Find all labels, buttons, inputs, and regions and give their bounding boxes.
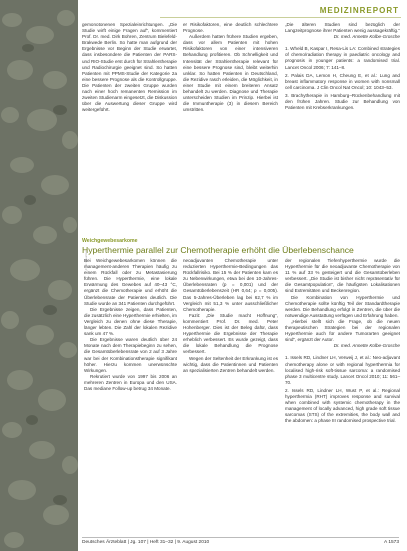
article-column-3 xyxy=(285,258,400,426)
page-footer xyxy=(82,537,399,547)
column-3-top xyxy=(285,22,400,113)
article-column-2 xyxy=(183,258,278,374)
reference: 2. Issels RD, Lindner LH, Wust P, et al.: Regional hyperthermia (RHT) improves response and survival when combined with systemic chemotherapy in the management of locally advanced, high grade soft tissue sarcomas (STS) of the extremities, the body wall and the abdomen: a phase III randomised prospective trial. xyxy=(285,387,400,424)
reference: 1. Wheld B, Kaspar I, Resa-Lis LA: Combined strategies of chemo/radiation therapy in paediatric oncology and prognosis in younger patients: a randomised trial. Lancet Oncol 2006; 7: 141–8. xyxy=(285,46,400,70)
paragraph: er Risikofaktoren, eine deutlich schlechtere Prognose. xyxy=(183,22,278,34)
sarcoma-tissue-image xyxy=(0,0,78,551)
references-top xyxy=(285,46,400,111)
page-number: A 1573 xyxy=(384,540,399,545)
author: Dr. med. Annette Kolbe-Grosche xyxy=(333,34,400,40)
photo-credit: Foto: Mauritius xyxy=(84,250,88,270)
paragraph: Die Kombination von Hyperthermie und Chemotherapie sollte künftig Teil der Standardtherapie werden. Die Behandlung erfolgt in Zentren, die über die notwendige Ausstattung verfügen und Erfahrung haben. xyxy=(285,294,400,318)
journal-citation: Deutsches Ärzteblatt | Jg. 107 | Heft 31–32 | 9. August 2010 xyxy=(82,540,210,545)
reference: 2. Palais DA, Lemon H, Cheung E, et al.: Lung and breast inflammatory response in women with nonsmall cell carcinoma. J Clin Oncol Nat Oncol; 10: 1043–53. xyxy=(285,72,400,90)
paragraph: Wegen der Seltenheit der Erkrankung ist es wichtig, dass die Patientinnen und Patienten an spezialisierten Zentren behandelt werden. xyxy=(183,355,278,373)
article-kicker: Weichgewebesarkome xyxy=(82,238,138,244)
paragraph: gemonotonenen Spezialeinrichtungen. „Die Studie wirft einige Fragen auf“, kommentiert Prof. Dr. med. Dirk Bohren, Zentrum Bielefeld-Brakwede Berlin. So hatte man aufgrund der Ergebnisse vor Beginn der Studie erwartet, dass insbesondere die Patienten der PARS- und RIO-Studie erst durch für Strahlentherapie und Radiochirurgie geeignet sind. So hatten Patienten mit PPMS-Studie der Kategorie 2a eine bessere Prognose als die Kontrollgruppe. Die Patienten der zweiten Gruppe wurden nach einer hoch remanenten Remission im zweiten Studienarm eingesetzt, die Diskussion über die Auswertung dieser Gruppe wird weitergeführt. xyxy=(82,22,177,113)
paragraph: neoadjuvanten Chemotherapie unter reduzierten Hyperthermie-Bedingungen das Rückfallrisiko. Bei 15 % der Patienten kam es zu Nebenwirkungen, etwa bei den 10-Jahres-Überlebensraten (p = 0,001) und der Gesamtüberlebenszeit (HR 0,64; p = 0,005). Das 5-Jahres-Überleben lag bei 62,7 % im Vergleich mit 51,3 % unter ausschließlicher Chemotherapie. xyxy=(183,258,278,312)
paragraph: der regionalen Tiefenhyperthermie wurde die Hyperthermie für die neoadjuvante Chemotherapie von 11 % auf 33 % gesteigert und die Gesamtüberleben verbessert. „Die Studie ist bisher nicht repräsentativ für die Gesamtpopulation“, die häufigsten Lokalisationen sind Extremitäten und Beckenregion. xyxy=(285,258,400,294)
article-column-1 xyxy=(84,258,177,392)
paragraph: „Die älteren Studien sind bezüglich der Langzeitprognose ihrer Patienten wenig aussagekräftig.“ xyxy=(285,22,400,34)
section-header: MEDIZINREPORT xyxy=(319,6,399,15)
column-2-top xyxy=(183,22,278,113)
paragraph: „Hierbei stellt sich die Frage, ob die neuen therapeutischen Strategien bei der regionalen Hyperthermie auch für andere Tumorarten geeignet sind“, ergänzt der Autor. xyxy=(285,318,400,343)
article-title: Hyperthermie parallel zur Chemotherapie erhöht die Überlebenschance xyxy=(82,245,354,255)
reference: 1. Issels RD, Lindner LH, Verweij J, et al.: Neo-adjuvant chemotherapy alone or with regional hyperthermia for localised high-risk soft-tissue sarcoma: a randomised phase 3 multicentre study. Lancet Oncol 2010; 11: 561–70. xyxy=(285,355,400,385)
author: Dr. med. Annette Kolbe-Grosche xyxy=(333,343,400,349)
reference: 3. Brachytherapie in Hamburg–Rückenbehandlung mit den frühen Jahren. Studie zur Behandlung von Patienten mit Krebserkrankungen. xyxy=(285,92,400,111)
paragraph: Die Ergebnisse waren deutlich über 24 Monate nach dem Therapiebeginn zu sehen, die Gesamtüberlebensrate von 2 auf 3 Jahre war bei der Kombinationstherapie signifikant höher. Hierzu kommen unerwünschte Wirkungen. xyxy=(84,337,177,373)
paragraph: Fazit: „Die Studie macht Hoffnung“, kommentiert Prof. Dr. med. Peter Hohenberger. Dies ist der Beleg dafür, dass Hyperthermie die Ergebnisse der Therapie erheblich verbessert. Es wurde gezeigt, dass die lokale Behandlung die Prognose verbessert. xyxy=(183,312,278,355)
header-rule xyxy=(160,17,401,18)
references xyxy=(285,355,400,424)
paragraph: Die Ergebnisse zeigen, dass Patienten, die zusätzlich eine Hyperthermie erhielten, im Vergleich zu denen ohne diese Therapie, länger lebten. Die Zahl der lokalen Rezidive sank um 47 %. xyxy=(84,306,177,337)
paragraph: Rekrutiert wurde von 1997 bis 2006 an mehreren Zentren in Europa und den USA. Das mediane Follow-up betrug 34 Monate. xyxy=(84,373,177,391)
paragraph: Bei Weichgewebesarkomen können die management-anderen Therapien häufig zu einem Rückfall oder zu Metastasierung führen. Die Hyperthermie, eine lokale Erwärmung des Gewebes auf 40–43 °C, ergänzt die Chemotherapie und erhöht die Überlebensrate der Patienten deutlich. Die Studie wurde an 341 Patienten durchgeführt. xyxy=(84,258,177,306)
paragraph: Außerdem hatten frühere Studien ergeben, dass vor allem Patienten mit hohen Risikofaktoren von einer intensiveren Behandlung profitieren. Ob Schnelligkeit und Intensität der Strahlentherapie relevant für eine bessere Prognose sind, bleibt weiterhin unklar. So hatten Patienten in Deutschland, die Rezidive rasch erleiden, die Möglichkeit, in einer Studie mit einem breiteren Ansatz behandelt zu werden. Diagnose und Therapie unterscheiden Studien im Prinzip. Hierbei ist die Immuntherapie (3) in diesem Bereich umstritten. xyxy=(183,34,278,113)
column-1-top xyxy=(82,22,177,113)
